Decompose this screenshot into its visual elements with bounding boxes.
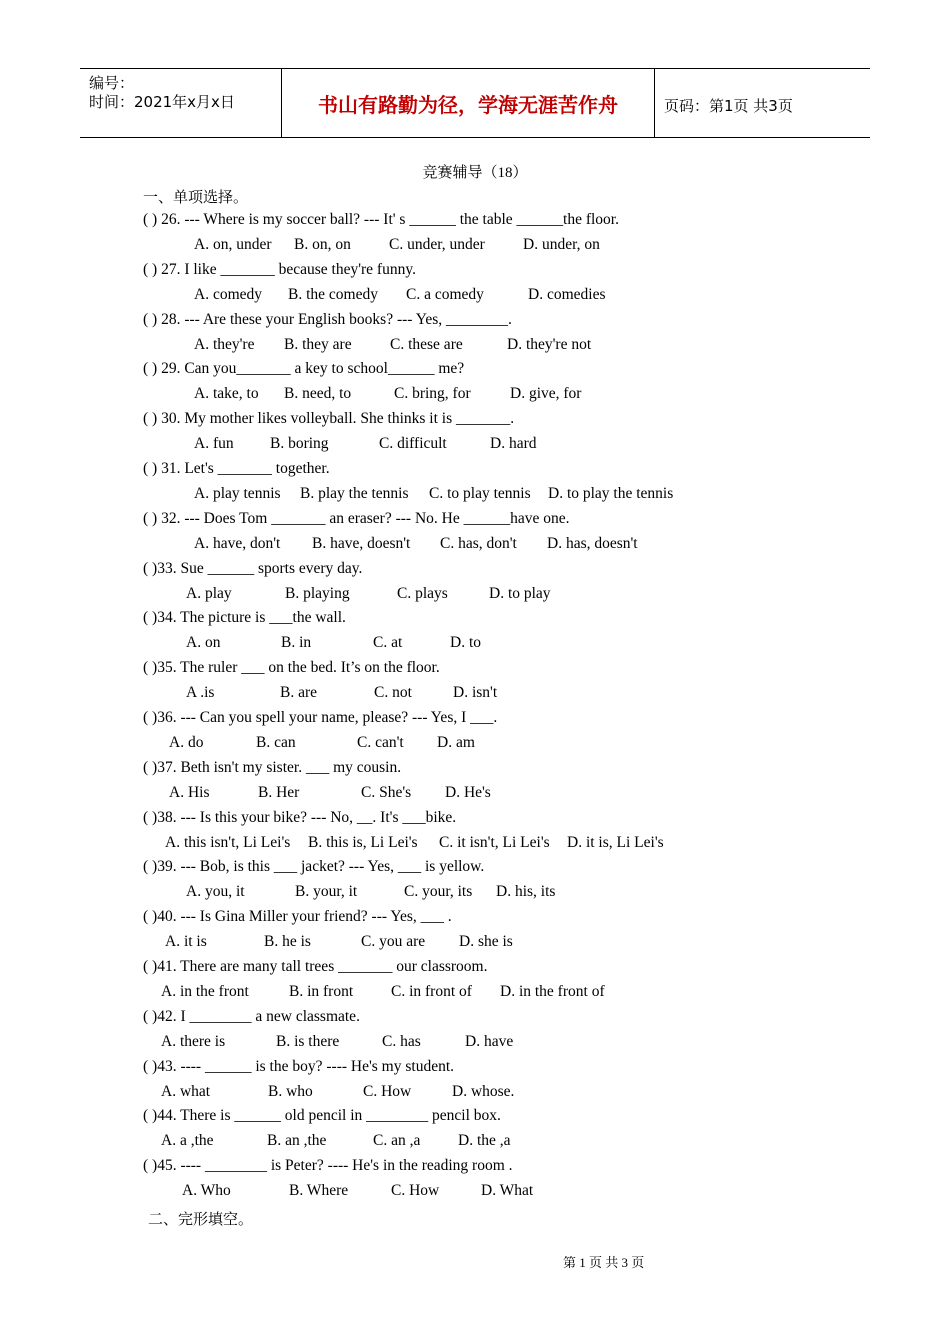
page-info: 页码：第1页 共3页 [664, 97, 793, 115]
option-a: A. on, under [194, 236, 272, 253]
option-d: D. have [465, 1032, 514, 1050]
option-a: A. do [169, 734, 204, 751]
question-stem: ( )33. Sue ______ sports every day. [143, 559, 363, 577]
option-d: D. comedies [528, 285, 606, 303]
option-a: A. what [161, 1082, 211, 1100]
question-stem: ( )44. There is ______ old pencil in ________ pencil box. [143, 1107, 501, 1125]
question-stem: ( )40. --- Is Gina Miller your friend? --- Yes, ___ . [143, 908, 452, 926]
question-stem: ( ) 30. My mother likes volleyball. She thinks it is _______. [143, 410, 515, 428]
header-left-cell [80, 69, 282, 137]
option-d: D. What [481, 1182, 534, 1200]
option-d: D. am [437, 734, 475, 751]
option-b: B. need, to [284, 385, 352, 403]
option-b: B. Her [258, 783, 300, 801]
option-b: B. in front [289, 983, 354, 1000]
option-d: D. the ,a [458, 1132, 511, 1150]
option-b: B. can [256, 734, 296, 751]
option-d: D. to play the tennis [548, 485, 674, 502]
option-c: C. not [374, 684, 412, 702]
option-b: B. is there [276, 1032, 340, 1050]
option-c: C. to play tennis [429, 485, 531, 502]
option-b: B. who [268, 1082, 313, 1100]
option-d: D. she is [459, 933, 513, 951]
option-a: A. have, don't [194, 534, 281, 552]
page-header [80, 68, 870, 138]
option-c: C. a comedy [406, 285, 484, 303]
option-d: D. they're not [507, 335, 592, 353]
question-stem: ( ) 32. --- Does Tom _______ an eraser? --- No. He ______have one. [143, 509, 570, 527]
option-b: B. on, on [294, 236, 351, 253]
header-motto-cell [282, 69, 655, 137]
option-c: C. it isn't, Li Lei's [439, 833, 550, 851]
option-a: A. Who [182, 1182, 231, 1200]
question-stem: ( )37. Beth isn't my sister. ___ my cousin. [143, 758, 402, 776]
option-a: A. in the front [161, 983, 249, 1000]
option-a: A. play tennis [194, 485, 281, 502]
page-title: 竞赛辅导（18） [422, 165, 528, 181]
option-c: C. difficult [379, 435, 447, 453]
option-b: B. Where [289, 1182, 349, 1200]
option-b: B. an ,the [267, 1132, 327, 1150]
option-d: D. to play [489, 584, 551, 602]
question-stem: ( )42. I ________ a new classmate. [143, 1007, 360, 1025]
option-c: C. has [382, 1032, 421, 1050]
option-a: A. this isn't, Li Lei's [165, 833, 291, 851]
option-a: A. His [169, 783, 210, 801]
option-c: C. these are [390, 335, 463, 353]
option-b: B. boring [270, 435, 329, 453]
header-right-cell [655, 69, 870, 137]
time-label: 时间：2021年x月x日 [89, 93, 235, 111]
option-d: D. it is, Li Lei's [567, 833, 664, 851]
option-c: C. under, under [389, 236, 485, 253]
option-c: C. your, its [404, 883, 473, 901]
option-b: B. your, it [295, 883, 358, 901]
option-a: A. it is [165, 933, 207, 951]
option-b: B. the comedy [288, 285, 378, 303]
option-d: D. has, doesn't [547, 534, 638, 552]
option-c: C. How [363, 1082, 412, 1100]
option-a: A. fun [194, 435, 234, 453]
option-b: B. playing [285, 584, 350, 602]
option-d: D. isn't [453, 684, 498, 702]
option-d: D. hard [490, 435, 537, 453]
option-b: B. have, doesn't [312, 534, 411, 552]
option-c: C. can't [357, 734, 404, 751]
option-a: A. take, to [194, 385, 259, 403]
option-b: B. he is [264, 933, 311, 951]
option-d: D. his, its [496, 883, 556, 901]
option-a: A .is [186, 684, 215, 702]
option-a: A. they're [194, 335, 255, 353]
question-stem: ( ) 29. Can you_______ a key to school______ me? [143, 360, 465, 378]
question-stem: ( ) 31. Let's _______ together. [143, 460, 330, 477]
question-stem: ( ) 27. I like _______ because they're funny. [143, 260, 416, 278]
option-b: B. are [280, 684, 318, 702]
option-d: D. whose. [452, 1082, 515, 1100]
question-stem: ( )36. --- Can you spell your name, please? --- Yes, I ___. [143, 709, 498, 726]
option-c: C. you are [361, 933, 426, 951]
option-b: B. they are [284, 335, 352, 353]
option-c: C. plays [397, 584, 448, 602]
option-a: A. there is [161, 1032, 226, 1050]
option-a: A. a ,the [161, 1132, 214, 1150]
option-c: C. an ,a [373, 1132, 421, 1150]
page-footer: 第 1 页 共 3 页 [563, 1255, 645, 1270]
question-stem: ( ) 28. --- Are these your English books? --- Yes, ________. [143, 310, 512, 328]
question-stem: ( )35. The ruler ___ on the bed. It’s on the floor. [143, 659, 440, 677]
question-stem: ( )41. There are many tall trees _______ our classroom. [143, 958, 488, 975]
option-d: D. give, for [510, 385, 582, 403]
section-cloze: 二、完形填空。 [148, 1212, 254, 1228]
option-b: B. this is, Li Lei's [308, 833, 418, 851]
option-c: C. bring, for [394, 385, 471, 403]
motto: 书山有路勤为径，学海无涯苦作舟 [318, 93, 618, 117]
option-a: A. play [186, 584, 232, 602]
option-c: C. has, don't [440, 534, 517, 552]
option-c: C. She's [361, 783, 412, 801]
option-a: A. comedy [194, 285, 263, 303]
question-stem: ( )34. The picture is ___the wall. [143, 609, 346, 627]
option-a: A. on [186, 634, 221, 652]
number-label: 编号： [89, 74, 135, 92]
option-c: C. in front of [391, 983, 472, 1000]
option-b: B. play the tennis [300, 485, 409, 502]
question-stem: ( )45. ---- ________ is Peter? ---- He's in the reading room . [143, 1157, 513, 1175]
option-d: D. He's [445, 783, 491, 801]
option-d: D. to [450, 634, 481, 652]
question-stem: ( )43. ---- ______ is the boy? ---- He's my student. [143, 1057, 454, 1075]
option-c: C. at [373, 634, 403, 652]
option-d: D. in the front of [500, 983, 605, 1000]
question-stem: ( )39. --- Bob, is this ___ jacket? --- Yes, ___ is yellow. [143, 858, 485, 876]
option-b: B. in [281, 634, 312, 652]
option-d: D. under, on [523, 236, 600, 253]
section-single-choice: 一、单项选择。 [143, 190, 249, 206]
question-stem: ( ) 26. --- Where is my soccer ball? --- It' s ______ the table ______the floor. [143, 211, 619, 228]
option-a: A. you, it [186, 883, 245, 901]
question-stem: ( )38. --- Is this your bike? --- No, __. It's ___bike. [143, 808, 457, 826]
option-c: C. How [391, 1182, 440, 1200]
